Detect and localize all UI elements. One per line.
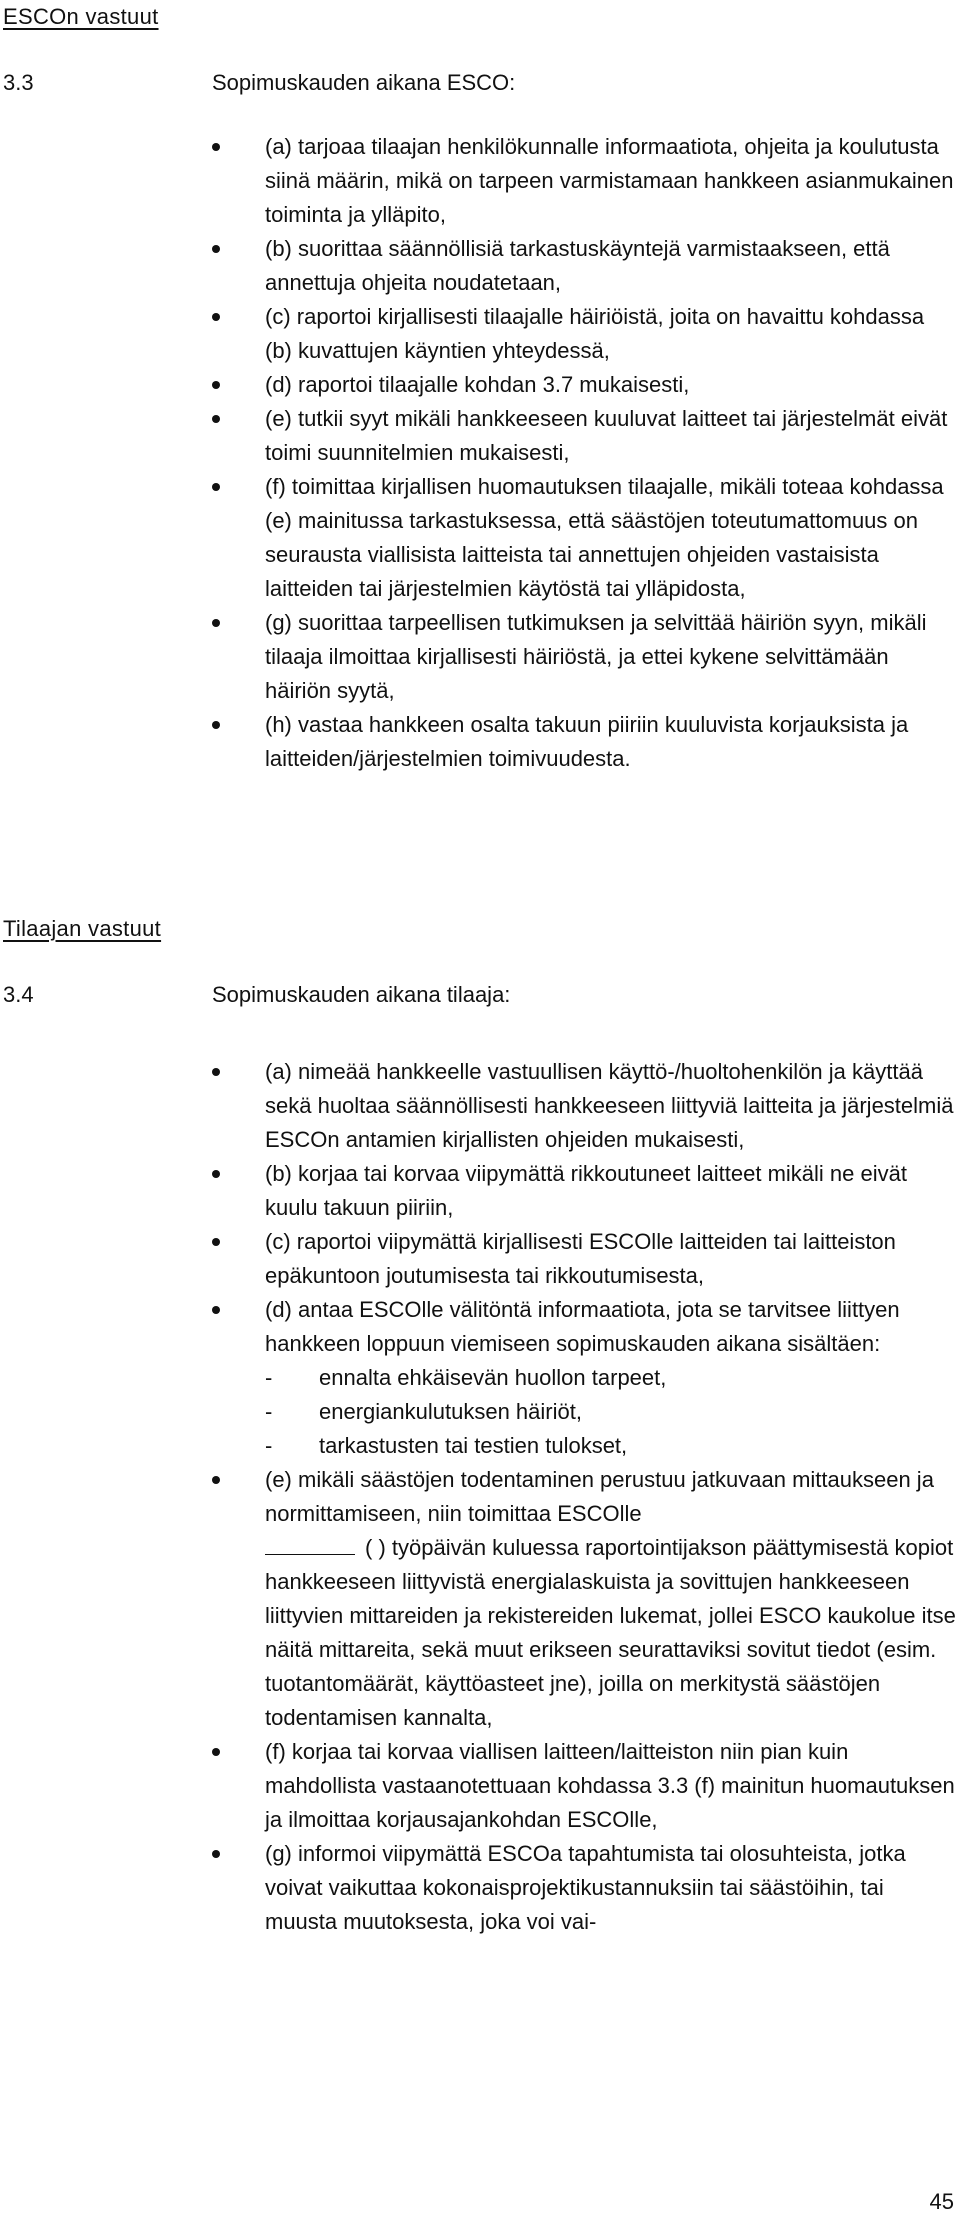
list-item: (g) informoi viipymättä ESCOa tapahtumista tai olosuhteista, jotka voivat vaikuttaa kokonaisprojektikustannuksiin tai säästöihin, tai muusta muutoksesta, joka voi vai- — [212, 1837, 957, 1939]
bullet-icon — [212, 415, 220, 423]
section-heading-esco: ESCOn vastuut — [3, 4, 159, 29]
bullet-icon — [212, 1476, 220, 1484]
client-duties-list — [212, 1055, 957, 1939]
section-title: Sopimuskauden aikana tilaaja: — [212, 982, 511, 1007]
bullet-icon — [212, 1238, 220, 1246]
sub-list-item: - tarkastusten tai testien tulokset, — [265, 1433, 628, 1458]
bullet-icon — [212, 245, 220, 253]
list-item: (a) tarjoaa tilaajan henkilökunnalle informaatiota, ohjeita ja koulutusta siinä määrin, mikä on tarpeen varmistamaan hankkeen asianmukainen toiminta ja ylläpito, — [212, 130, 957, 232]
sub-list-item: - ennalta ehkäisevän huollon tarpeet, — [265, 1365, 667, 1390]
page-number: 45 — [929, 2189, 954, 2214]
list-item: (d) antaa ESCOlle välitöntä informaatiota, jota se tarvitsee liittyen hankkeen loppuun viemiseen sopimuskauden aikana sisältäen: - ennalta ehkäisevän huollon tarpeet, - energiankulutuksen häiriöt, - tarkastusten tai testien tulokset, — [212, 1293, 957, 1463]
bullet-icon — [212, 1068, 220, 1076]
list-item: (h) vastaa hankkeen osalta takuun piiriin kuuluvista korjauksista ja laitteiden/järjestelmien toimivuudesta. — [212, 708, 957, 776]
list-item: (e) mikäli säästöjen todentaminen perustuu jatkuvaan mittaukseen ja normittamiseen, niin toimittaa ESCOlle ( ) työpäivän kuluessa raportointijakson päättymisestä kopiot hankkeeseen liittyvistä energialaskuista ja sovittujen hankkeeseen liittyvien mittareiden ja rekistereiden lukemat, jollei ESCO kaukolue itse näitä mittareita, sekä muut erikseen seurattaviksi sovitut tiedot (esim. tuotantomäärät, käyttöasteet jne), joilla on merkitystä säästöjen todentamisen kannalta, — [212, 1463, 957, 1735]
sub-list — [265, 1361, 957, 1463]
list-item: (b) korjaa tai korvaa viipymättä rikkoutuneet laitteet mikäli ne eivät kuulu takuun piiriin, — [212, 1157, 957, 1225]
bullet-icon — [212, 381, 220, 389]
section-title: Sopimuskauden aikana ESCO: — [212, 70, 516, 95]
list-item: (c) raportoi viipymättä kirjallisesti ESCOlle laitteiden tai laitteiston epäkuntoon joutumisesta tai rikkoutumisesta, — [212, 1225, 957, 1293]
list-item: (d) raportoi tilaajalle kohdan 3.7 mukaisesti, — [212, 368, 957, 402]
bullet-icon — [212, 1306, 220, 1314]
section-number: 3.3 — [3, 70, 34, 95]
bullet-icon — [212, 143, 220, 151]
bullet-icon — [212, 483, 220, 491]
bullet-icon — [212, 619, 220, 627]
bullet-icon — [212, 721, 220, 729]
list-item: (f) korjaa tai korvaa viallisen laitteen/laitteiston niin pian kuin mahdollista vastaanotettuaan kohdassa 3.3 (f) mainitun huomautuksen ja ilmoittaa korjausajankohdan ESCOlle, — [212, 1735, 957, 1837]
list-item: (f) toimittaa kirjallisen huomautuksen tilaajalle, mikäli toteaa kohdassa (e) mainitussa tarkastuksessa, että säästöjen toteutumattomuus on seurausta viallisista laitteista tai annettujen ohjeiden vastaisista laitteiden tai järjestelmien käytöstä tai ylläpidosta, — [212, 470, 957, 606]
sub-list-item: - energiankulutuksen häiriöt, — [265, 1399, 582, 1424]
list-item: (e) tutkii syyt mikäli hankkeeseen kuuluvat laitteet tai järjestelmät eivät toimi suunnitelmien mukaisesti, — [212, 402, 957, 470]
list-item: (g) suorittaa tarpeellisen tutkimuksen ja selvittää häiriön syyn, mikäli tilaaja ilmoittaa kirjallisesti häiriöstä, ja ettei kykene selvittämään häiriön syytä, — [212, 606, 957, 708]
blank-field-line — [265, 1534, 355, 1555]
section-heading-tilaaja: Tilaajan vastuut — [3, 916, 162, 941]
esco-duties-list — [212, 130, 957, 776]
bullet-icon — [212, 1748, 220, 1756]
list-item: (a) nimeää hankkeelle vastuullisen käyttö-/huoltohenkilön ja käyttää sekä huoltaa säännöllisesti hankkeeseen liittyviä laitteita ja järjestelmiä ESCOn antamien kirjallisten ohjeiden mukaisesti, — [212, 1055, 957, 1157]
bullet-icon — [212, 1170, 220, 1178]
list-item: (b) suorittaa säännöllisiä tarkastuskäyntejä varmistaakseen, että annettuja ohjeita noudatetaan, — [212, 232, 957, 300]
section-number: 3.4 — [3, 982, 34, 1007]
list-item: (c) raportoi kirjallisesti tilaajalle häiriöistä, joita on havaittu kohdassa (b) kuvattujen käyntien yhteydessä, — [212, 300, 957, 368]
bullet-icon — [212, 313, 220, 321]
bullet-icon — [212, 1850, 220, 1858]
